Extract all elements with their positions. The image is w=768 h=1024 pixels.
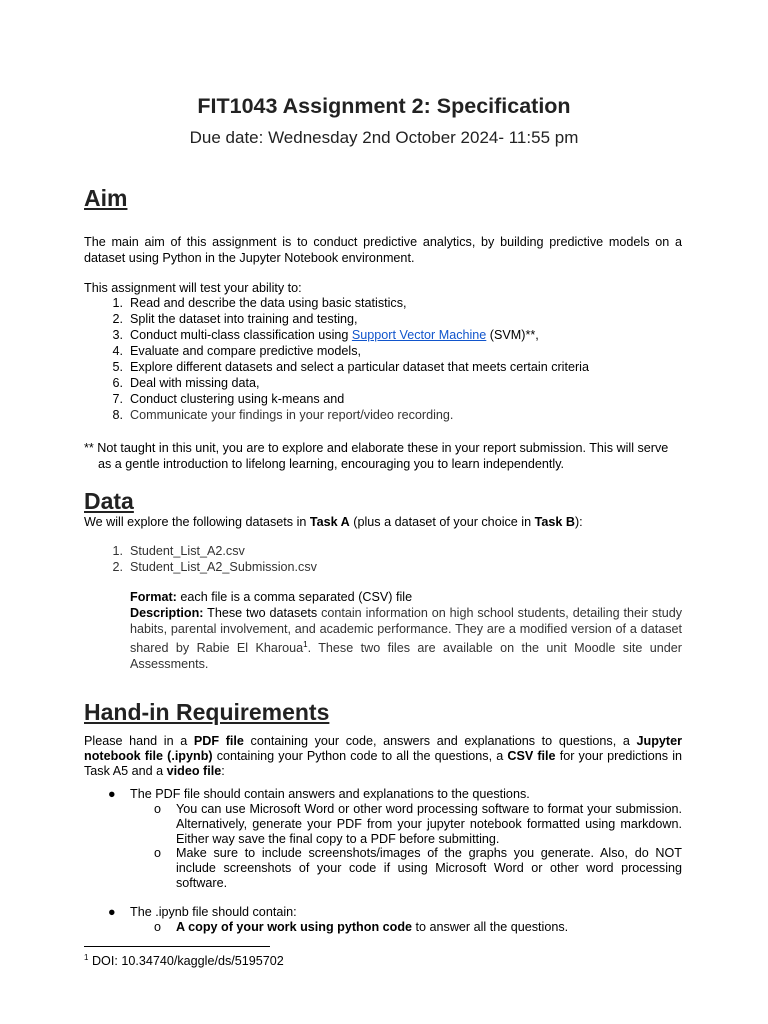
pdf-sub-item: o Make sure to include screenshots/images of the graphs you generate. Also, do NOT include screenshots of your code if using Microsoft Word or other word processing software. <box>154 846 682 890</box>
aim-paragraph: The main aim of this assignment is to conduct predictive analytics, by building predictive models on a dataset using Python in the Jupyter Notebook environment. <box>84 235 682 265</box>
aim-intro: This assignment will test your ability to: <box>84 281 302 295</box>
list-item: 1. Read and describe the data using basic statistics, <box>112 296 407 310</box>
sub-bullet-icon: o <box>154 846 162 860</box>
data-intro: We will explore the following datasets in Task A (plus a dataset of your choice in Task B): <box>84 515 583 529</box>
ipynb-sub-item: o A copy of your work using python code to answer all the questions. <box>154 920 569 934</box>
footnote-divider <box>84 946 270 947</box>
list-item: 5. Explore different datasets and select a particular dataset that meets certain criteria <box>112 360 589 374</box>
svm-link[interactable]: Support Vector Machine <box>351 328 487 342</box>
list-item: 1. Student_List_A2.csv <box>112 544 245 558</box>
list-item: 6. Deal with missing data, <box>112 376 260 390</box>
aim-list <box>84 295 589 423</box>
document-title: FIT1043 Assignment 2: Specification <box>197 94 571 118</box>
aim-heading: Aim <box>84 185 128 211</box>
format-line: Format: each file is a comma separated (CSV) file <box>130 590 413 604</box>
pdf-sub-item: o You can use Microsoft Word or other word processing software to format your submission. Alternatively, generate your PDF from your jupyter notebook formatted using markdown. Either way save the final copy to a PDF before submitting. <box>154 802 682 846</box>
sub-bullet-icon: o <box>154 802 162 816</box>
list-item: 4. Evaluate and compare predictive models, <box>112 344 362 358</box>
list-item: 3. Conduct multi-class classification using Support Vector Machine (SVM)**, <box>112 328 539 342</box>
due-date: Due date: Wednesday 2nd October 2024- 11:55 pm <box>189 128 579 147</box>
sub-bullet-icon: o <box>154 920 162 934</box>
learning-note: ** Not taught in this unit, you are to explore and elaborate these in your report submission. This will serve as a gentle introduction to lifelong learning, encouraging you to learn independently. <box>84 441 669 471</box>
bullet-icon: ● <box>108 905 116 919</box>
bullet-icon: ● <box>108 787 116 801</box>
dataset-description: Description: These two datasets contain information on high school students, detailing their study habits, parental involvement, and academic performance. They are a modified version of a dataset shared by Rabie El Kharoua$^1$. These two files are available on the unit Moodle site under Assessments. <box>130 606 682 672</box>
list-item: 2. Split the dataset into training and testing, <box>112 312 358 326</box>
footnote: $^1$ DOI: 10.34740/kaggle/ds/5195702 <box>84 953 284 969</box>
list-item: 7. Conduct clustering using k-means and <box>112 392 345 406</box>
document-page: FIT1043 Assignment 2: Specification Due date: Wednesday 2nd October 2024- 11:55 pm Aim The main aim of this assignment is to conduct predictive analytics, by building predictive models on a dataset using Python in the Jupyter Notebook environment. This assignment will test your ability to: 1. Read and describe the data using basic statistics, 2. Split the dataset into training and testing, 3. Conduct multi-class classification using Support Vector Machine (SVM)**, 4. Evaluate and compare predictive models, 5. Explore different datasets and select a particular dataset that meets certain criteria 6. Deal with missing data, 7. Conduct clustering using k-means and 8. Communicate your findings in your report/video recording. ** Not taught in this unit, you are to explore and elaborate these in your report submission. This will serve as a gentle introduction to lifelong learning, encouraging you to learn independently. Data We will explore the following datasets in Task A (plus a dataset of your choice in Task B): 1. Student_List_A2.csv 2. Student_List_A2_Submission.csv Format: each file is a comma separated (CSV) file Description: These two datasets contain information on high school students, detailing their study habits, parental involvement, and academic performance. They are a modified version of a dataset shared by Rabie El Kharoua$^1$. These two files are available on the unit Moodle site under Assessments. Hand-in Requirements Please hand in a PDF file containing your code, answers and explanations to questions, a Jupyter notebook file (.ipynb) containing your Python code to all the questions, a CSV file for your predictions in Task A5 and a video file: ● The PDF file should contain answers and explanations to the questions. o You can use Microsoft Word or other word processing software to format your submission. Alternatively, generate your PDF from your jupyter notebook formatted using markdown. Either way save the final copy to a PDF before submitting. o Make sure to include screenshots/images of the graphs you generate. Also, do NOT include screenshots of your code if using Microsoft Word or other word processing software. ● The .ipynb file should contain: o A copy of your work using python code to answer all the questions. $^1$ DOI: 10.34740/kaggle/ds/5195702 <box>0 0 768 1024</box>
handin-paragraph: Please hand in a PDF file containing your code, answers and explanations to questions, a Jupyter notebook file (.ipynb) containing your Python code to all the questions, a CSV file for your predictions in Task A5 and a video file: <box>84 734 683 778</box>
handin-heading: Hand-in Requirements <box>84 699 330 725</box>
dataset-list <box>84 543 317 575</box>
data-heading: Data <box>84 488 134 514</box>
list-item: 2. Student_List_A2_Submission.csv <box>112 560 317 574</box>
list-item: 8. Communicate your findings in your report/video recording. <box>112 408 454 422</box>
